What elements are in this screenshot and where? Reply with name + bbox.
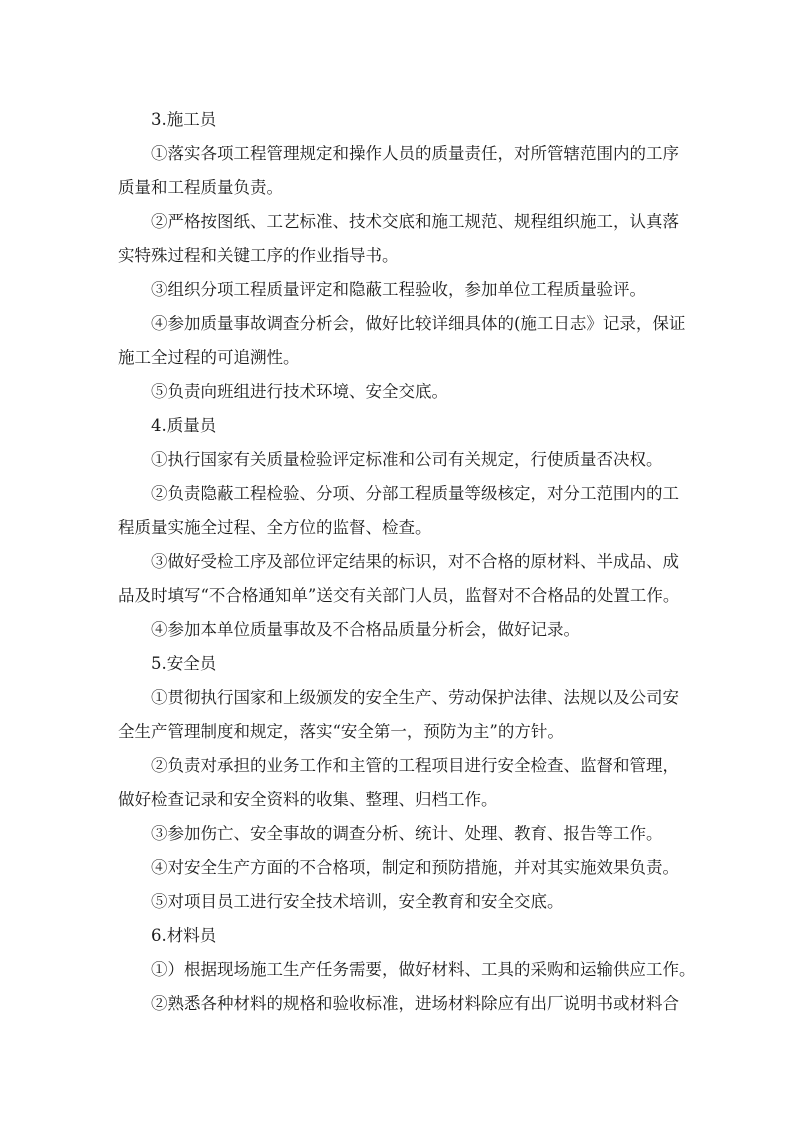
list-item bbox=[118, 681, 678, 749]
list-item bbox=[118, 477, 678, 545]
section-heading: 4.质量员 bbox=[151, 416, 217, 435]
item-line: 做好检查记录和安全资料的收集、整理、归档工作。 bbox=[118, 790, 498, 809]
item-line: ④对安全生产方面的不合格项，制定和预防措施，并对其实施效果负责。 bbox=[151, 858, 679, 877]
item-line: ⑤负责向班组进行技术环境、安全交底。 bbox=[151, 382, 448, 401]
document-body bbox=[118, 103, 696, 1021]
item-line: 程质量实施全过程、全方位的监督、检查。 bbox=[118, 518, 432, 537]
list-item bbox=[118, 137, 678, 205]
list-item bbox=[118, 545, 678, 613]
item-line: ③参加伤亡、安全事故的调查分析、统计、处理、教育、报告等工作。 bbox=[151, 824, 663, 843]
list-item bbox=[118, 953, 696, 987]
item-line: ②负责对承担的业务工作和主管的工程项目进行安全检查、监督和管理， bbox=[151, 756, 679, 775]
list-item bbox=[118, 987, 678, 1021]
list-item bbox=[118, 851, 678, 885]
list-item bbox=[118, 817, 678, 851]
list-item bbox=[118, 443, 678, 477]
list-item bbox=[118, 375, 678, 409]
list-item bbox=[118, 885, 678, 919]
item-line: ④参加本单位质量事故及不合格品质量分析会，做好记录。 bbox=[151, 620, 580, 639]
item-line: ④参加质量事故调查分析会，做好比较详细具体的(施工日志》记录，保证 bbox=[151, 314, 686, 333]
list-item bbox=[118, 613, 678, 647]
section-heading: 5.安全员 bbox=[151, 654, 217, 673]
item-line: ①贯彻执行国家和上级颁发的安全生产、劳动保护法律、法规以及公司安 bbox=[151, 688, 679, 707]
item-line: 实特殊过程和关键工序的作业指导书。 bbox=[118, 246, 399, 265]
section-heading: 6.材料员 bbox=[151, 926, 217, 945]
item-line: 品及时填写“不合格通知单”送交有关部门人员，监督对不合格品的处置工作。 bbox=[118, 586, 680, 605]
item-line: ①执行国家有关质量检验评定标准和公司有关规定，行使质量否决权。 bbox=[151, 450, 663, 469]
section-heading: 3.施工员 bbox=[151, 110, 217, 129]
item-line: 质量和工程质量负责。 bbox=[118, 178, 283, 197]
item-line: ②负责隐蔽工程检验、分项、分部工程质量等级核定，对分工范围内的工 bbox=[151, 484, 679, 503]
item-line: ③做好受检工序及部位评定结果的标识，对不合格的原材料、半成品、成 bbox=[151, 552, 679, 571]
list-item bbox=[118, 273, 678, 307]
item-line: ②熟悉各种材料的规格和验收标准，进场材料除应有出厂说明书或材料合 bbox=[151, 994, 679, 1013]
item-line: ②严格按图纸、工艺标准、技术交底和施工规范、规程组织施工，认真落 bbox=[151, 212, 679, 231]
list-item bbox=[118, 749, 678, 817]
list-item bbox=[118, 205, 678, 273]
item-line: ⑤对项目员工进行安全技术培训，安全教育和安全交底。 bbox=[151, 892, 564, 911]
item-line: 施工全过程的可追溯性。 bbox=[118, 348, 300, 367]
list-item bbox=[118, 307, 686, 375]
item-line: ①落实各项工程管理规定和操作人员的质量责任，对所管辖范围内的工序 bbox=[151, 144, 679, 163]
item-line: ①）根据现场施工生产任务需要，做好材料、工具的采购和运输供应工作。 bbox=[151, 960, 696, 979]
item-line: 全生产管理制度和规定，落实“安全第一，预防为主”的方针。 bbox=[118, 722, 564, 741]
item-line: ③组织分项工程质量评定和隐蔽工程验收，参加单位工程质量验评。 bbox=[151, 280, 646, 299]
